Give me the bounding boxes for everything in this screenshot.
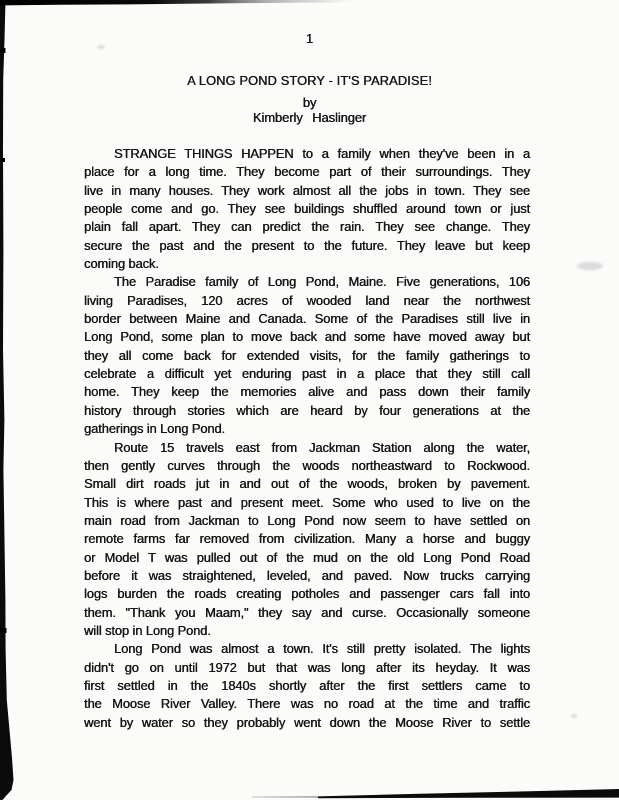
- text-line: they all come back for extended visits, for the family gatherings to: [84, 347, 530, 363]
- text-line: remote farms far removed from civilization. Many a horse and buggy: [84, 531, 530, 547]
- text-line: or Model T was pulled out of the mud on the old Long Pond Road: [84, 549, 530, 565]
- text-line: Long Pond was almost a town. It's still pretty isolated. The lights: [114, 641, 530, 657]
- text-line: went by water so they probably went down the Moose River to settle: [84, 714, 530, 730]
- scan-smudge: [571, 714, 577, 718]
- text-line: home. They keep the memories alive and pass down their family: [84, 384, 530, 400]
- scan-mark-bottom-right: [0, 786, 619, 800]
- text-line: didn't go on until 1972 but that was long after its heyday. It was: [84, 659, 530, 675]
- text-line: STRANGE THINGS HAPPEN to a family when they've been in a: [114, 146, 530, 161]
- text-line: celebrate a difficult yet enduring past in a place that they still call: [84, 366, 530, 382]
- text-line: plain fall apart. They can predict the rain. They see change. They: [84, 219, 530, 235]
- scan-smudge: [577, 262, 603, 270]
- author-name: Kimberly Haslinger: [252, 110, 367, 125]
- text-line: people come and go. They see buildings shuffled around town or just: [84, 201, 530, 217]
- text-line: before it was straightened, leveled, and paved. Now trucks carrying: [84, 567, 530, 583]
- scan-edge-top: [0, 0, 619, 8]
- text-line: border between Maine and Canada. Some of the Paradises still live in: [84, 311, 530, 327]
- text-line: the Moose River Valley. There was no road at the time and traffic: [84, 696, 530, 712]
- body-text: [84, 145, 530, 732]
- text-line: The Paradise family of Long Pond, Maine. Five generations, 106: [114, 274, 530, 290]
- text-line: coming back.: [84, 256, 159, 272]
- text-line: gatherings in Long Pond.: [84, 421, 225, 437]
- text-line: them. "Thank you Maam," they say and curse. Occasionally someone: [84, 604, 530, 620]
- text-line: live in many houses. They work almost all the jobs in town. They see: [84, 182, 530, 198]
- page-number: 1: [305, 31, 314, 46]
- byline: by: [302, 95, 317, 110]
- text-line: Long Pond, some plan to move back and some have moved away but: [84, 329, 530, 345]
- text-line: secure the past and the present to the future. They leave but keep: [84, 237, 530, 253]
- text-line: Small dirt roads jut in and out of the woods, broken by pavement.: [84, 476, 530, 492]
- text-line: living Paradises, 120 acres of wooded land near the northwest: [84, 292, 530, 308]
- text-line: place for a long time. They become part of their surroundings. They: [84, 164, 530, 180]
- text-line: main road from Jackman to Long Pond now seem to have settled on: [84, 512, 530, 528]
- text-line: first settled in the 1840s shortly after the first settlers came to: [84, 677, 530, 693]
- text-line: Route 15 travels east from Jackman Station along the water,: [114, 439, 530, 455]
- text-line: history through stories which are heard by four generations at the: [84, 402, 530, 418]
- text-line: then gently curves through the woods northeastward to Rockwood.: [84, 457, 530, 473]
- scan-smudge: [97, 45, 105, 49]
- document-title: A LONG POND STORY - IT'S PARADISE!: [187, 73, 432, 88]
- text-line: will stop in Long Pond.: [84, 622, 211, 638]
- text-line: This is where past and present meet. Some who used to live on the: [84, 494, 530, 510]
- text-line: logs burden the roads creating potholes and passenger cars fall into: [84, 586, 530, 602]
